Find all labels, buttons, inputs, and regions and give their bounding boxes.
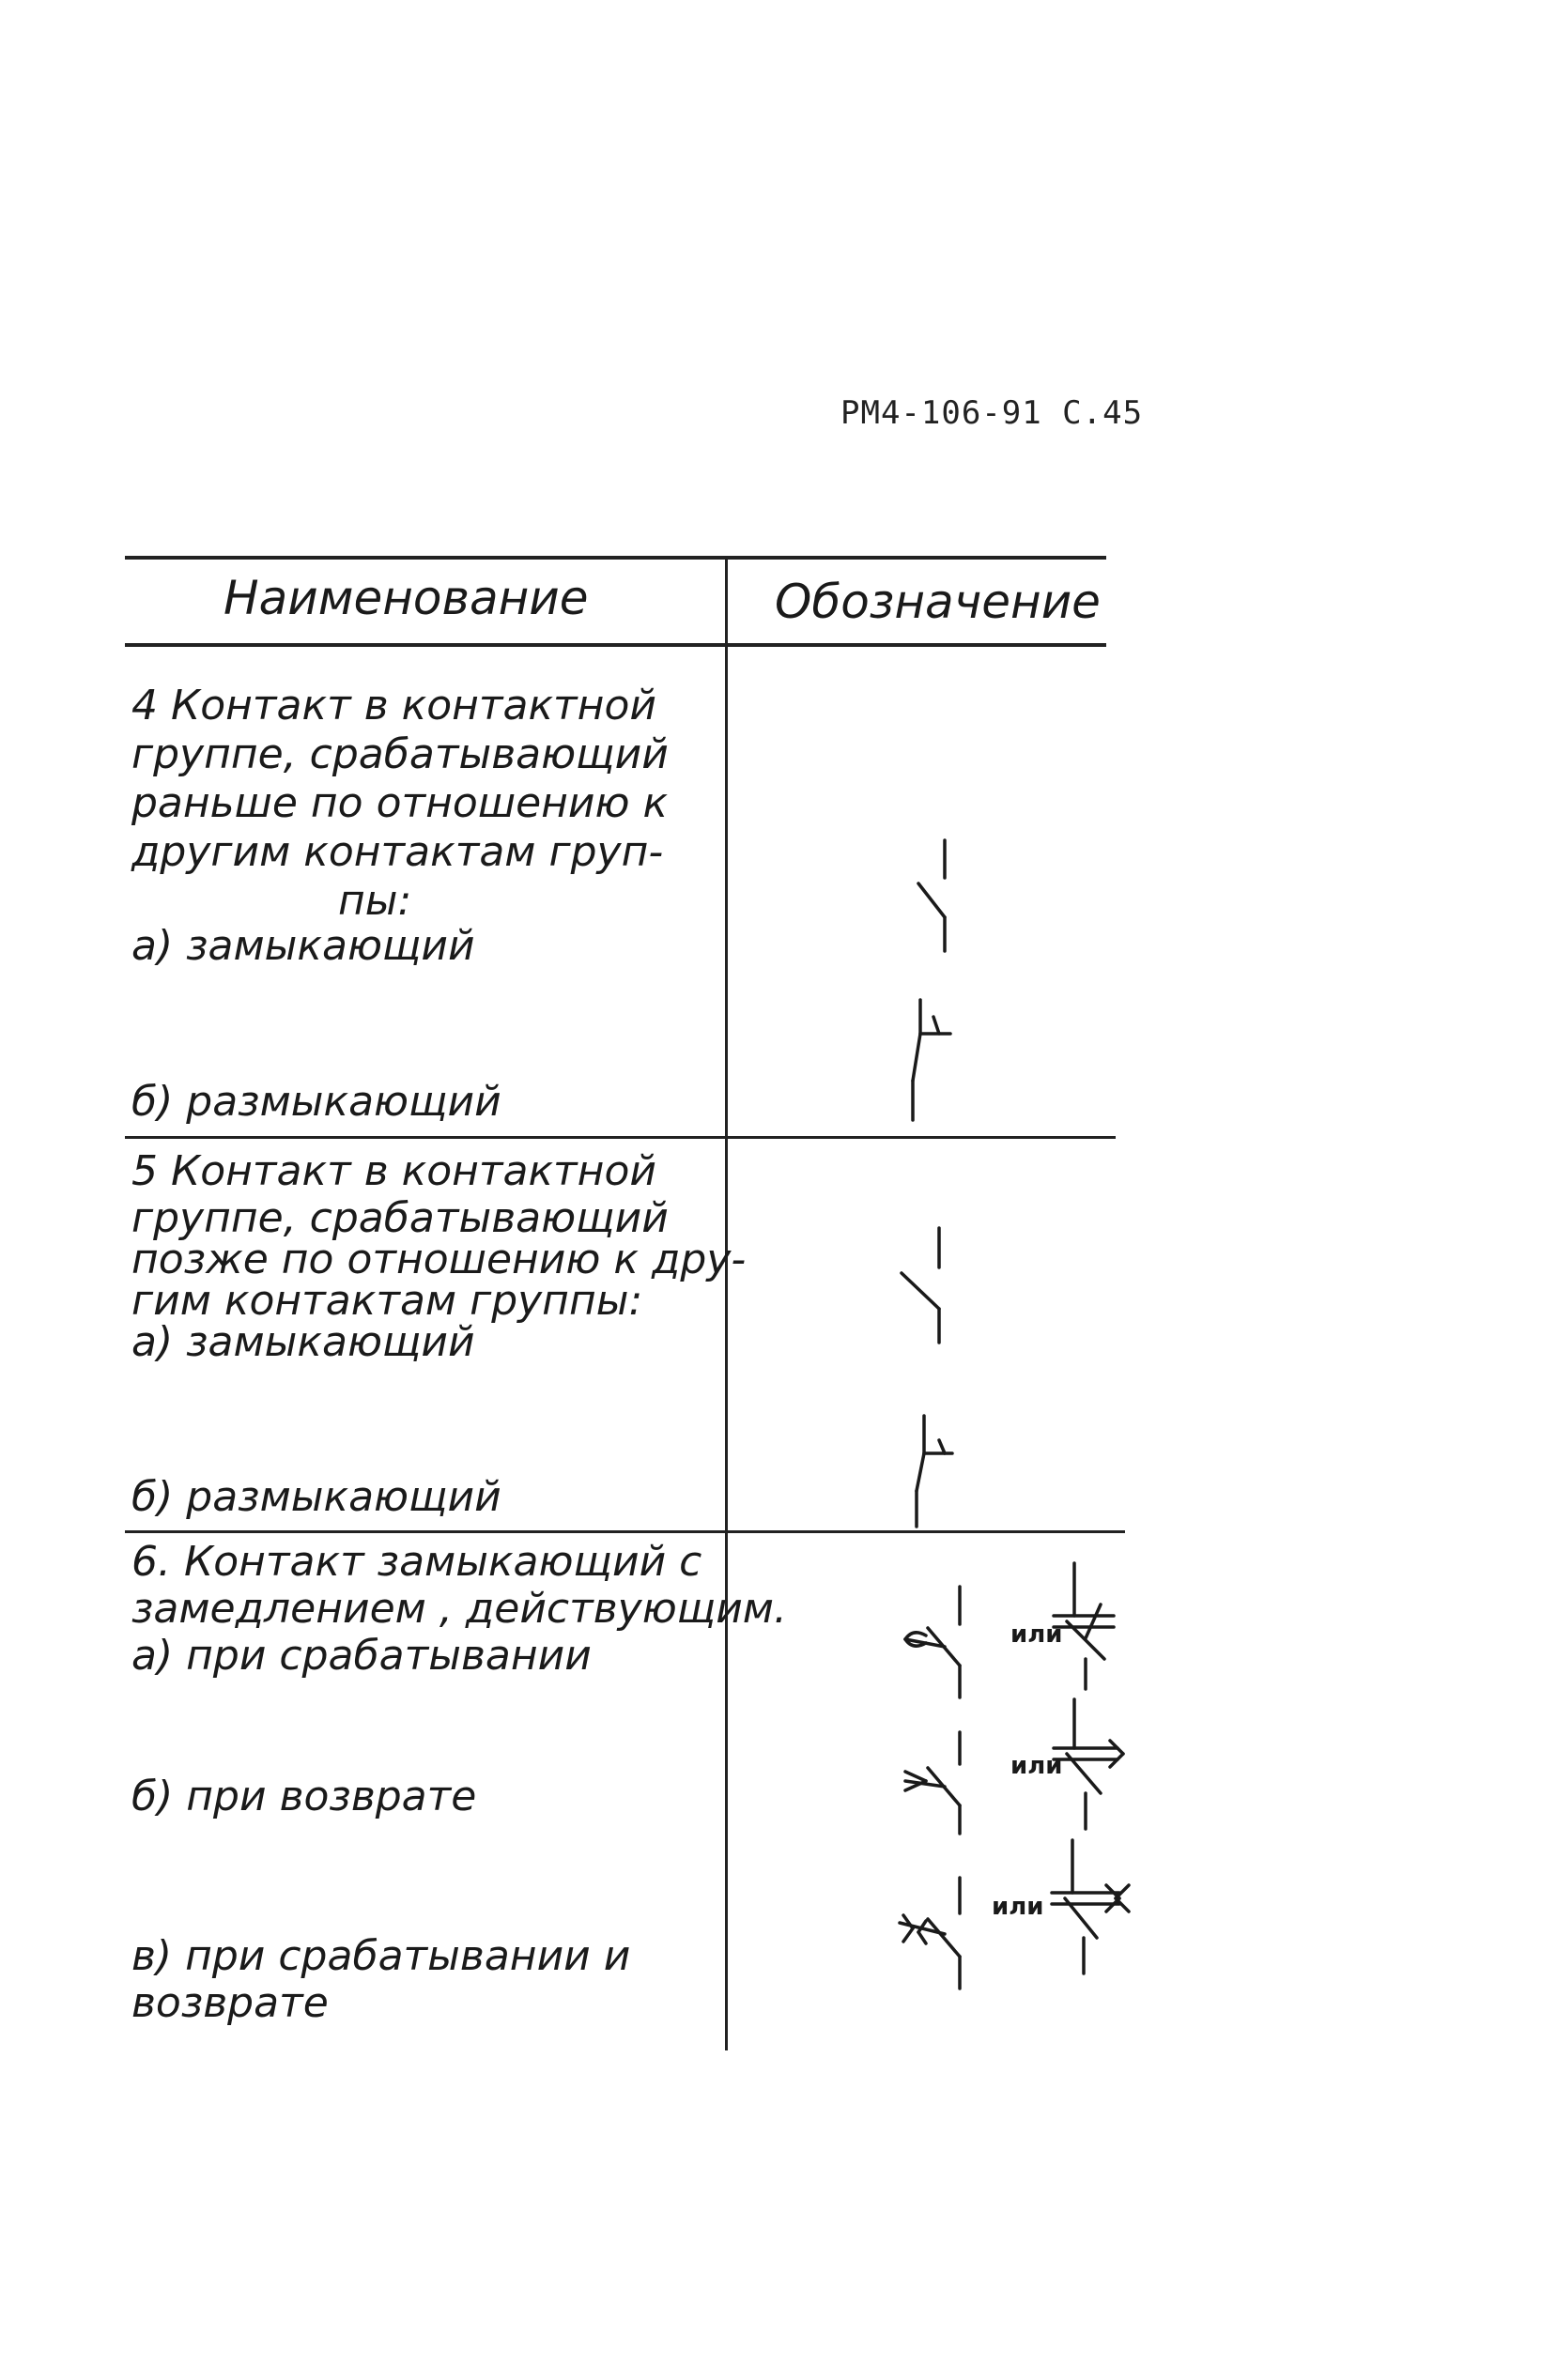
row5-item-a: а) замыкающий bbox=[131, 1318, 475, 1366]
delayed-make-on-operate-alt-icon bbox=[1052, 1563, 1132, 1690]
early-break-contact-icon bbox=[902, 1000, 977, 1122]
row5-line-3: позже по отношению к дру- bbox=[131, 1236, 747, 1283]
delayed-make-on-both-icon bbox=[898, 1878, 978, 1990]
delayed-make-on-return-icon bbox=[902, 1732, 977, 1835]
row4-line-2: группе, срабатывающий bbox=[131, 730, 669, 778]
row4-item-a: а) замыкающий bbox=[131, 922, 475, 970]
late-break-contact-icon bbox=[902, 1416, 977, 1528]
row6-item-c-line-2: возврате bbox=[131, 1979, 329, 2027]
late-make-contact-icon bbox=[894, 1228, 960, 1345]
delayed-make-on-return-alt-icon bbox=[1052, 1699, 1136, 1831]
table-header-rule bbox=[125, 643, 1106, 647]
row4-line-1: 4 Контакт в контактной bbox=[131, 682, 656, 729]
row5-top-rule bbox=[125, 1136, 1116, 1139]
row4-item-b: б) размыкающий bbox=[131, 1078, 501, 1126]
or-word-c: или bbox=[992, 1893, 1044, 1921]
row6-top-rule bbox=[125, 1530, 1125, 1533]
row6-item-a: а) при срабатывании bbox=[131, 1632, 592, 1680]
row6-item-b: б) при возврате bbox=[131, 1773, 477, 1820]
row5-item-b: б) размыкающий bbox=[131, 1473, 501, 1521]
row6-item-c-line-1: в) при срабатывании и bbox=[131, 1932, 631, 1980]
row4-line-4: другим контактам груп- bbox=[131, 828, 664, 876]
row6-line-2: замедлением , действующим. bbox=[131, 1585, 787, 1633]
or-word-a: или bbox=[1010, 1620, 1063, 1649]
row6-line-1: 6. Контакт замыкающий с bbox=[131, 1538, 702, 1586]
delayed-make-on-operate-icon bbox=[902, 1587, 977, 1699]
row5-line-1: 5 Контакт в контактной bbox=[131, 1147, 656, 1195]
column-divider bbox=[725, 556, 728, 2050]
row5-line-2: группе, срабатывающий bbox=[131, 1194, 669, 1242]
header-designation: Обозначение bbox=[775, 575, 1101, 629]
early-make-contact-icon bbox=[911, 840, 967, 953]
delayed-make-on-both-alt-icon bbox=[1050, 1840, 1134, 1976]
row5-line-4: гим контактам группы: bbox=[131, 1277, 643, 1325]
or-word-b: или bbox=[1010, 1752, 1063, 1780]
table-top-rule bbox=[125, 556, 1106, 560]
row4-line-3: раньше по отношению к bbox=[131, 779, 669, 827]
header-name: Наименование bbox=[224, 571, 589, 625]
document-code: РМ4-106-91 С.45 bbox=[840, 394, 1144, 432]
row4-line-5: пы: bbox=[338, 877, 412, 925]
